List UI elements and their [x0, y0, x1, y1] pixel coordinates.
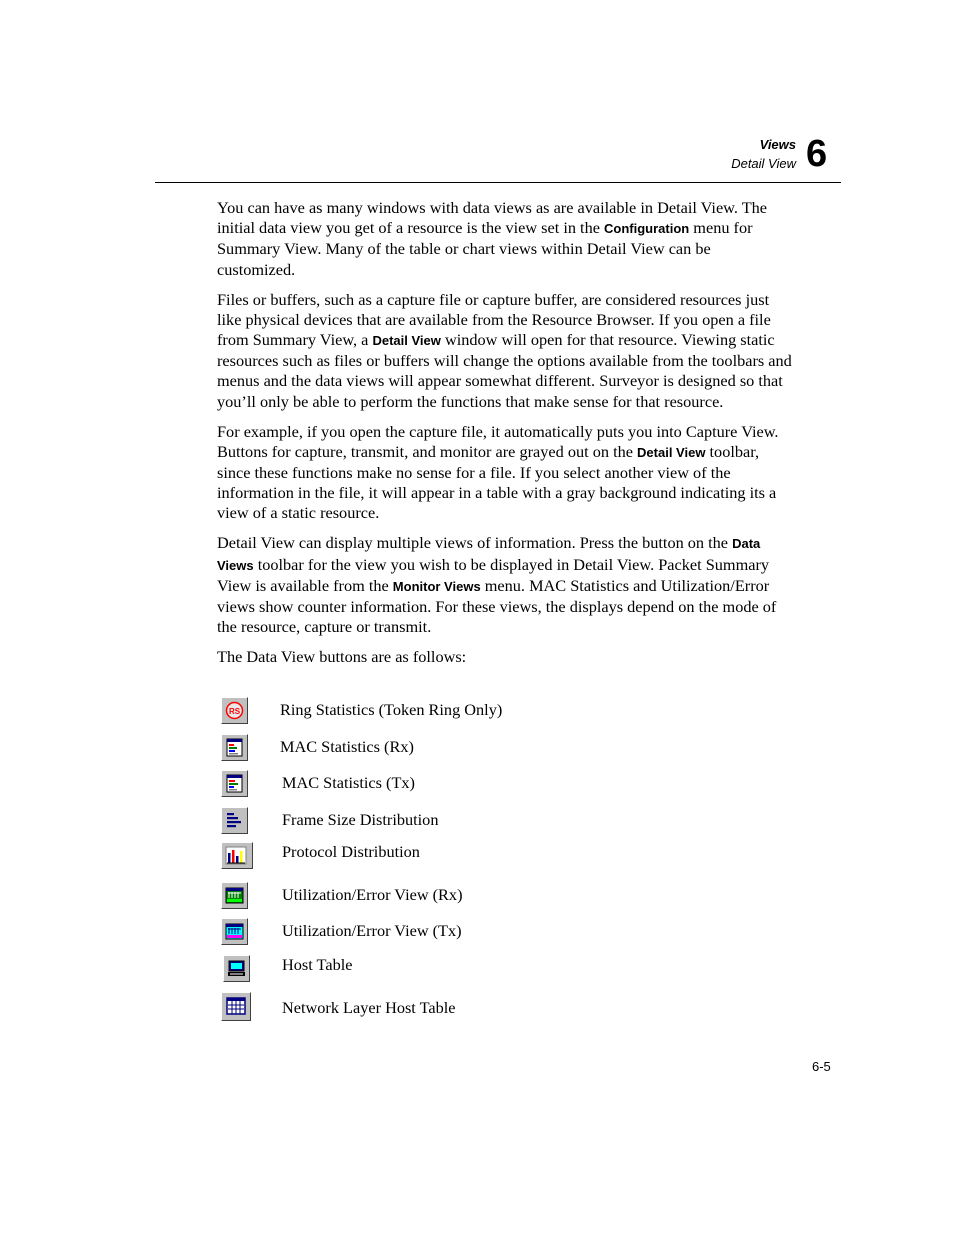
button-row-utilization-error-rx	[0, 882, 954, 912]
header-rule	[155, 182, 841, 183]
button-label: Host Table	[282, 955, 353, 974]
button-row-mac-statistics-rx	[0, 734, 954, 764]
button-row-utilization-error-tx	[0, 918, 954, 948]
page-number: 6-5	[812, 1059, 831, 1074]
button-label: Frame Size Distribution	[282, 810, 439, 829]
button-row-ring-statistics	[0, 697, 954, 727]
button-label: Protocol Distribution	[282, 842, 420, 861]
frame-size-distribution-icon	[221, 807, 248, 834]
button-label: Utilization/Error View (Rx)	[282, 885, 463, 904]
button-label: Network Layer Host Table	[282, 998, 456, 1017]
mac-statistics-rx-icon	[221, 734, 248, 761]
menu-name-monitor-views: Monitor Views	[392, 578, 481, 594]
utilization-error-tx-icon	[221, 918, 248, 945]
network-layer-host-table-icon	[221, 992, 251, 1021]
host-table-icon	[223, 955, 250, 982]
button-label: MAC Statistics (Tx)	[282, 773, 415, 792]
paragraph-2: Files or buffers, such as a capture file or capture buffer, are considered resources just like physical devices that are available from the Resource Browser. If you open a file from Summary View, a Detail View window will open for that resource. Viewing static resources such as files or buffers will change the options available from the toolbars and menus and the data views will appear somewhat different. Surveyor is designed so that you’ll only be able to perform the functions that make sense for that resource.	[217, 289, 792, 411]
paragraph-4: Detail View can display multiple views of information. Press the button on the Data Views toolbar for the view you wish to be displayed in Detail View. Packet Summary View is available from the Monitor Views menu. MAC Statistics and Utilization/Error views show counter information. For these views, the displays depend on the mode of the resource, capture or transmit.	[217, 533, 777, 637]
button-row-host-table	[0, 955, 954, 985]
body-text	[217, 198, 792, 677]
menu-name-configuration: Configuration	[604, 221, 690, 237]
paragraph-5: The Data View buttons are as follows:	[217, 647, 467, 667]
paragraph-1: You can have as many windows with data views as are available in Detail View. The initial data view you get of a resource is the view set in the Configuration menu for Summary View. Many of the table or chart views within Detail View can be customized.	[217, 198, 768, 279]
button-row-protocol-distribution	[0, 842, 954, 872]
mac-statistics-tx-icon	[221, 770, 248, 797]
button-label: Utilization/Error View (Tx)	[282, 921, 462, 940]
subsection-title: Detail View	[731, 156, 796, 171]
button-row-frame-size-distribution	[0, 807, 954, 837]
button-row-network-layer-host-table	[0, 992, 954, 1022]
button-row-mac-statistics-tx	[0, 770, 954, 800]
toolbar-name-data-views: Data Views	[217, 536, 761, 573]
toolbar-name-detail-view: Detail View	[637, 444, 706, 460]
button-label: Ring Statistics (Token Ring Only)	[280, 700, 503, 719]
section-title: Views	[759, 137, 796, 152]
svg-text:RS: RS	[228, 707, 241, 716]
utilization-error-rx-icon	[221, 882, 248, 909]
window-name-detail-view: Detail View	[372, 333, 441, 349]
protocol-distribution-icon	[221, 842, 253, 869]
button-label: MAC Statistics (Rx)	[280, 737, 414, 756]
paragraph-3: For example, if you open the capture file, it automatically puts you into Capture View. Buttons for capture, transmit, and monitor are grayed out on the Detail View toolbar, since these functions make no sense for a file. If you select another view of the information in the file, it will appear in a table with a gray background indicating its a view of a static resource.	[217, 421, 779, 523]
ring-statistics-icon	[221, 697, 248, 724]
chapter-number: 6	[806, 133, 828, 175]
